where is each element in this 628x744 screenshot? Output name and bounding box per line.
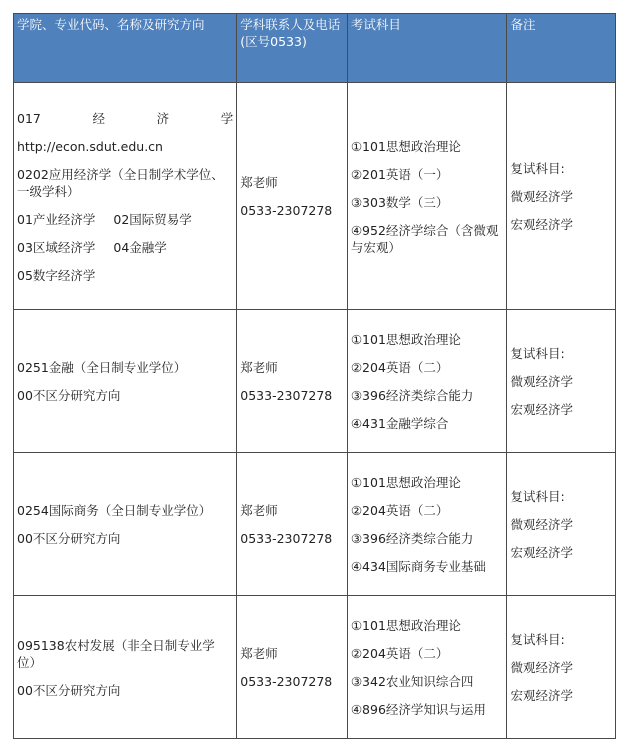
notes-item: 微观经济学 bbox=[510, 660, 573, 675]
contact-name: 郑老师 bbox=[240, 360, 278, 375]
subject: ③396经济类综合能力 bbox=[350, 388, 474, 403]
contact-name: 郑老师 bbox=[240, 503, 278, 518]
notes-cell bbox=[507, 310, 616, 453]
direction-line: 00不区分研究方向 bbox=[17, 388, 121, 403]
contact-name: 郑老师 bbox=[240, 175, 278, 190]
table-row bbox=[14, 83, 616, 310]
contact-phone: 0533-2307278 bbox=[240, 674, 333, 689]
notes-label: 复试科目: bbox=[510, 632, 565, 647]
notes-item: 宏观经济学 bbox=[510, 545, 573, 560]
subject: ③303数学（三） bbox=[350, 194, 449, 210]
contact-cell bbox=[237, 83, 348, 310]
college-url: http://econ.sdut.edu.cn bbox=[17, 138, 163, 154]
program-name: 0251金融（全日制专业学位） bbox=[17, 360, 187, 375]
contact-cell bbox=[237, 310, 348, 453]
subjects-cell bbox=[347, 596, 507, 739]
program-cell bbox=[14, 310, 237, 453]
direction-line: 01产业经济学 02国际贸易学 bbox=[17, 211, 192, 227]
notes-label: 复试科目: bbox=[510, 161, 565, 176]
notes-item: 微观经济学 bbox=[510, 374, 573, 389]
subject: ①101思想政治理论 bbox=[350, 618, 461, 633]
subject: ②201英语（一） bbox=[350, 166, 449, 182]
header-contact: 学科联系人及电话(区号0533) bbox=[237, 14, 348, 83]
subject: ②204英语（二） bbox=[350, 503, 449, 518]
table-row bbox=[14, 453, 616, 596]
direction-line: 00不区分研究方向 bbox=[17, 682, 121, 698]
notes-item: 宏观经济学 bbox=[510, 402, 573, 417]
subject: ③396经济类综合能力 bbox=[350, 531, 474, 546]
notes-item: 宏观经济学 bbox=[510, 217, 573, 232]
subjects-cell bbox=[347, 83, 507, 310]
contact-phone: 0533-2307278 bbox=[240, 388, 333, 403]
subject: ①101思想政治理论 bbox=[350, 475, 461, 490]
notes-cell bbox=[507, 596, 616, 739]
header-notes: 备注 bbox=[507, 14, 616, 83]
subject: ③342农业知识综合四 bbox=[350, 674, 474, 689]
subject: ②204英语（二） bbox=[350, 360, 449, 375]
subjects-cell bbox=[347, 453, 507, 596]
subject: ④896经济学知识与运用 bbox=[350, 702, 486, 717]
admissions-table bbox=[13, 13, 616, 739]
direction-line: 03区域经济学 04金融学 bbox=[17, 239, 167, 255]
header-row bbox=[14, 14, 616, 83]
notes-label: 复试科目: bbox=[510, 346, 565, 361]
subject: ①101思想政治理论 bbox=[350, 332, 461, 347]
direction-line: 05数字经济学 bbox=[17, 267, 96, 283]
contact-phone: 0533-2307278 bbox=[240, 203, 333, 218]
notes-cell bbox=[507, 83, 616, 310]
notes-label: 复试科目: bbox=[510, 489, 565, 504]
direction-line: 00不区分研究方向 bbox=[17, 531, 121, 546]
program-cell bbox=[14, 453, 237, 596]
header-program: 学院、专业代码、名称及研究方向 bbox=[14, 14, 237, 83]
subject: ④952经济学综合（含微观与宏观） bbox=[350, 222, 499, 255]
notes-item: 宏观经济学 bbox=[510, 688, 573, 703]
notes-item: 微观经济学 bbox=[510, 517, 573, 532]
contact-cell bbox=[237, 453, 348, 596]
subject: ④434国际商务专业基础 bbox=[350, 559, 486, 574]
contact-cell bbox=[237, 596, 348, 739]
table-row bbox=[14, 310, 616, 453]
notes-cell bbox=[507, 453, 616, 596]
subject: ④431金融学综合 bbox=[350, 416, 449, 431]
program-name: 0254国际商务（全日制专业学位） bbox=[17, 503, 212, 518]
program-cell bbox=[14, 83, 237, 310]
notes-item: 微观经济学 bbox=[510, 189, 573, 204]
table-row bbox=[14, 596, 616, 739]
college-code: 017 经 济 学 bbox=[17, 110, 234, 126]
program-name: 0202应用经济学（全日制学术学位、一级学科） bbox=[17, 166, 224, 199]
program-name: 095138农村发展（非全日制专业学位） bbox=[17, 637, 215, 670]
subject: ①101思想政治理论 bbox=[350, 138, 461, 154]
subject: ②204英语（二） bbox=[350, 646, 449, 661]
program-cell bbox=[14, 596, 237, 739]
contact-phone: 0533-2307278 bbox=[240, 531, 333, 546]
subjects-cell bbox=[347, 310, 507, 453]
contact-name: 郑老师 bbox=[240, 646, 278, 661]
header-subjects: 考试科目 bbox=[347, 14, 507, 83]
